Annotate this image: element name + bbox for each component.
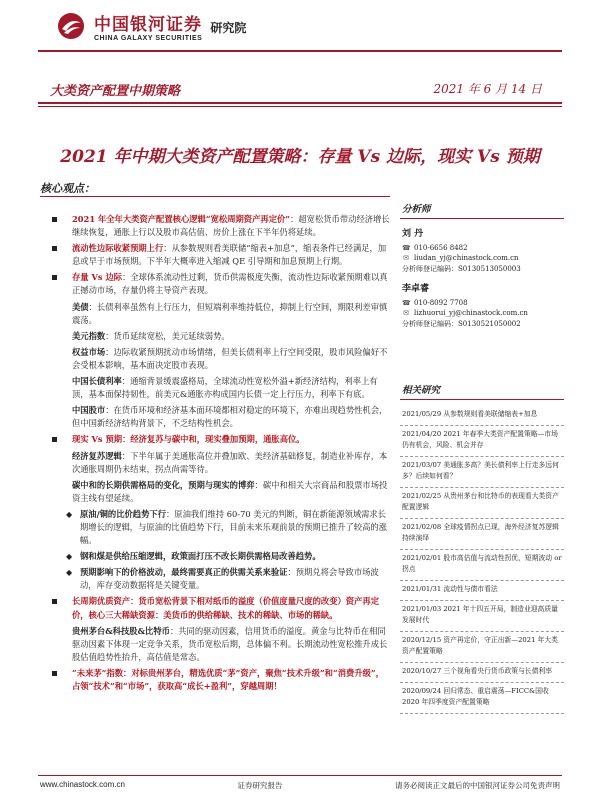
list-item: 现实 Vs 预期：经济复苏与碳中和，现实叠加预期，通胀高位。: [46, 433, 391, 446]
analysts-heading: 分析师: [400, 196, 564, 219]
related-item[interactable]: 2021/02/25 从贵州茅台和比特币的表现看大类资产配置逻辑: [400, 488, 564, 519]
analyst-card: [400, 284, 564, 329]
related-item[interactable]: 2020/12/15 资产再定价，守正出新—2021 年大类资产配置策略: [400, 632, 564, 663]
header-divider-thin: [38, 106, 562, 107]
related-item[interactable]: 2021/01/31 流动性与债市看法: [400, 581, 564, 601]
analyst-email[interactable]: lizhuorui_yj@chinastock.com.cn: [414, 309, 528, 317]
galaxy-logo-icon: [56, 11, 86, 41]
analyst-registration: 分析师登记编码：S0130521050002: [402, 319, 521, 328]
analyst-name: 刘 丹: [402, 229, 424, 239]
related-item[interactable]: 2021/01/03 2021 年十四五开局，制造业迎高质量发展时代: [400, 601, 564, 632]
analyst-name: 李卓睿: [402, 284, 430, 294]
list-item: 2021 年全年大类资产配置核心逻辑“宽松周期资产再定价”：超宽松货币带动经济增长继续恢复，通胀上行以及股市高估值、房价上涨在下半年仍将延续。: [46, 213, 391, 239]
footer-website[interactable]: www.chinastock.com.cn: [40, 780, 125, 789]
analyst-phone: 010-6656 8482: [414, 243, 468, 252]
list-item: 经济复苏逻辑：下半年属于美通胀高位并叠加欧、美经济基础修复，制造业补库存，本次通胀周期仍未结束，拐点尚需等待。: [72, 450, 388, 474]
core-views-divider: [40, 196, 390, 197]
list-item: 美元指数：货币延续宽松，美元延续弱势。: [72, 330, 230, 341]
phone-icon: ☎: [402, 298, 411, 307]
related-item[interactable]: 2021/04/20 2021 年春季大类资产配置策略—市场仍有机会，风险、机会并存: [400, 426, 564, 457]
core-views-body: [46, 213, 391, 696]
phone-icon: ☎: [402, 243, 411, 252]
email-icon: ✉: [403, 254, 409, 262]
logo-english-name: CHINA GALAXY SECURITIES: [94, 35, 203, 42]
list-item: 权益市场：边际收紧预期扰动市场情绪，但美长债利率上行空间受限，股市风险偏好不会受根本影响，基本面决定股市表现。: [72, 346, 388, 370]
core-views-heading: 核心观点：: [40, 182, 95, 195]
list-item: 流动性边际收紧预期上行：从参数规则看美联储“缩表+加息”，缩表条件已经满足，加息或早于市场预期。下半年大概率进入缩减 QE 引导期和加息预期上行期。: [46, 242, 391, 268]
list-item: 长周期优质资产：货币宽松背景下相对纸币的溢度（价值度量尺度的改变）资产再定价，核心三大稀缺资源：美货币的供给稀缺、技术的稀缺、市场的稀缺。: [46, 595, 391, 621]
footer-disclaimer: 请务必阅读正文最后的中国银河证券公司免责声明: [394, 781, 560, 790]
analyst-phone: 010-8092 7708: [414, 298, 468, 307]
sub-list-item: ◆ 预期影响下的价格波动，最终需要真正的供需关系来验证：预期兑将会导致市场波动，库存变动数据将是关键变量。: [46, 566, 391, 592]
list-item: “未来茅”指数：对标贵州茅台，精选优质“茅”资产，聚焦“技术升级”和“消费升级”，占领“技术”和“市场”，获取高“成长+盈利”，穿越周期！: [46, 667, 391, 693]
footer-divider: [38, 775, 562, 776]
report-header-band: [38, 70, 562, 104]
related-item[interactable]: 2021/05/29 从参数规则看美联储缩表+加息: [400, 406, 564, 426]
report-title: 2021 年中期大类资产配置策略：存量 Vs 边际，现实 Vs 预期: [60, 147, 540, 167]
related-item[interactable]: 2020/10/27 三个视角看央行货币政策与长债利率: [400, 663, 564, 683]
related-research-list: [400, 406, 564, 714]
list-item: 存量 Vs 边际：全球体系流动性过剩，货币供需极度失衡，流动性边际收紧预期难以真正撼动市场，存量仍将主导资产表现。: [46, 271, 391, 297]
sub-list-item: ◆ 钢和煤是供给压缩逻辑，政策面打压不改长期供需格局改善趋势。: [46, 550, 391, 563]
analyst-card: [400, 229, 564, 274]
sidebar: [400, 196, 564, 714]
footer-doc-type: 证券研究报告: [237, 781, 283, 790]
report-type: 大类资产配置中期策略: [50, 84, 181, 99]
related-research-heading: 相关研究: [400, 377, 564, 400]
list-item: 贵州茅台&科技股&比特币：共同的驱动因素，信用货币的溢度。黄金与比特币在相同驱动因素下体现一定竞争关系，货币宽松后期，总体偏不利。长期流动性宽松推升成长股估值趋势性抬升，高估值是常态。: [72, 625, 388, 662]
list-item: 美债：长债利率虽然有上行压力，但短端利率维持低位，抑制上行空间，期限利差审慎震荡。: [72, 301, 388, 325]
top-divider: [38, 50, 562, 52]
list-item: 碳中和的长期供需格局的变化，预期与现实的博弈：碳中和相关大宗商品和股票市场投资主线有望延续。: [72, 479, 388, 503]
analyst-email[interactable]: liudan_yj@chinastock.com.cn: [414, 254, 519, 262]
related-item[interactable]: 2021/02/01 股市高估值与流动性拐优，短期波动 or 拐点: [400, 550, 564, 581]
related-item[interactable]: 2020/09/24 回归常态、重启震荡—FICC&国收 2020 年四季度资产配置策略: [400, 683, 564, 714]
header-divider: [38, 102, 562, 104]
email-icon: ✉: [403, 309, 409, 317]
page-footer: [40, 780, 560, 791]
related-item[interactable]: 2021/03/07 美通胀多高？美长债利率上行走多远何多？后续如何看？: [400, 457, 564, 488]
logo-chinese-name: 中国银河证券: [94, 15, 202, 35]
list-item: 中国股市：在货币环境和经济基本面环境都相对稳定的环境下，亦难出现趋势性机会，但中国新经济结构背景下，不乏结构性机会。: [72, 405, 388, 429]
sub-list-item: ◆ 原油/铜的比价趋势下行：原油我们维持 60-70 美元的判断，铜在新能源领域需求长期增长的逻辑，与原油的比值趋势下行，目前未来乐观前景的预期已推升了较高的涨幅。: [46, 508, 391, 547]
analyst-registration: 分析师登记编码：S0130513050003: [402, 264, 521, 273]
related-item[interactable]: 2021/02/08 全球疫情拐点已现，海外经济复苏逻辑持续演绎: [400, 519, 564, 550]
list-item: 中国长债利率：通缩背景缓震盛格局，全球流动性宽松外溢+新经济结构，利率上有顶，基本面保持韧性，前美元&通胀亦构成国内长债一定上行压力，利率下有底。: [72, 376, 378, 400]
institute-label: 研究院: [210, 20, 247, 35]
company-logo: [56, 6, 246, 46]
report-date: 2021 年 6 月 14 日: [433, 82, 542, 96]
